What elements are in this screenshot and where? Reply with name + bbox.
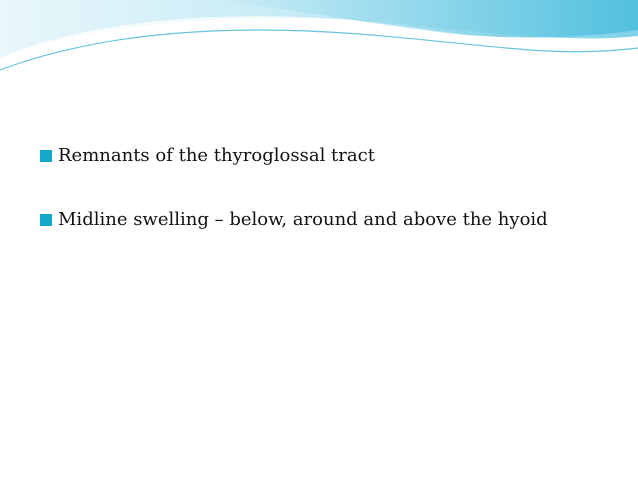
bullet-text-1: Remnants of the thyroglossal tract [58,145,375,166]
bullet-text-2: Midline swelling – below, around and above the hyoid [58,209,548,230]
square-bullet-icon [40,150,52,162]
bullet-item-2 [40,207,560,233]
square-bullet-icon [40,214,52,226]
bullet-item-1 [40,143,560,169]
